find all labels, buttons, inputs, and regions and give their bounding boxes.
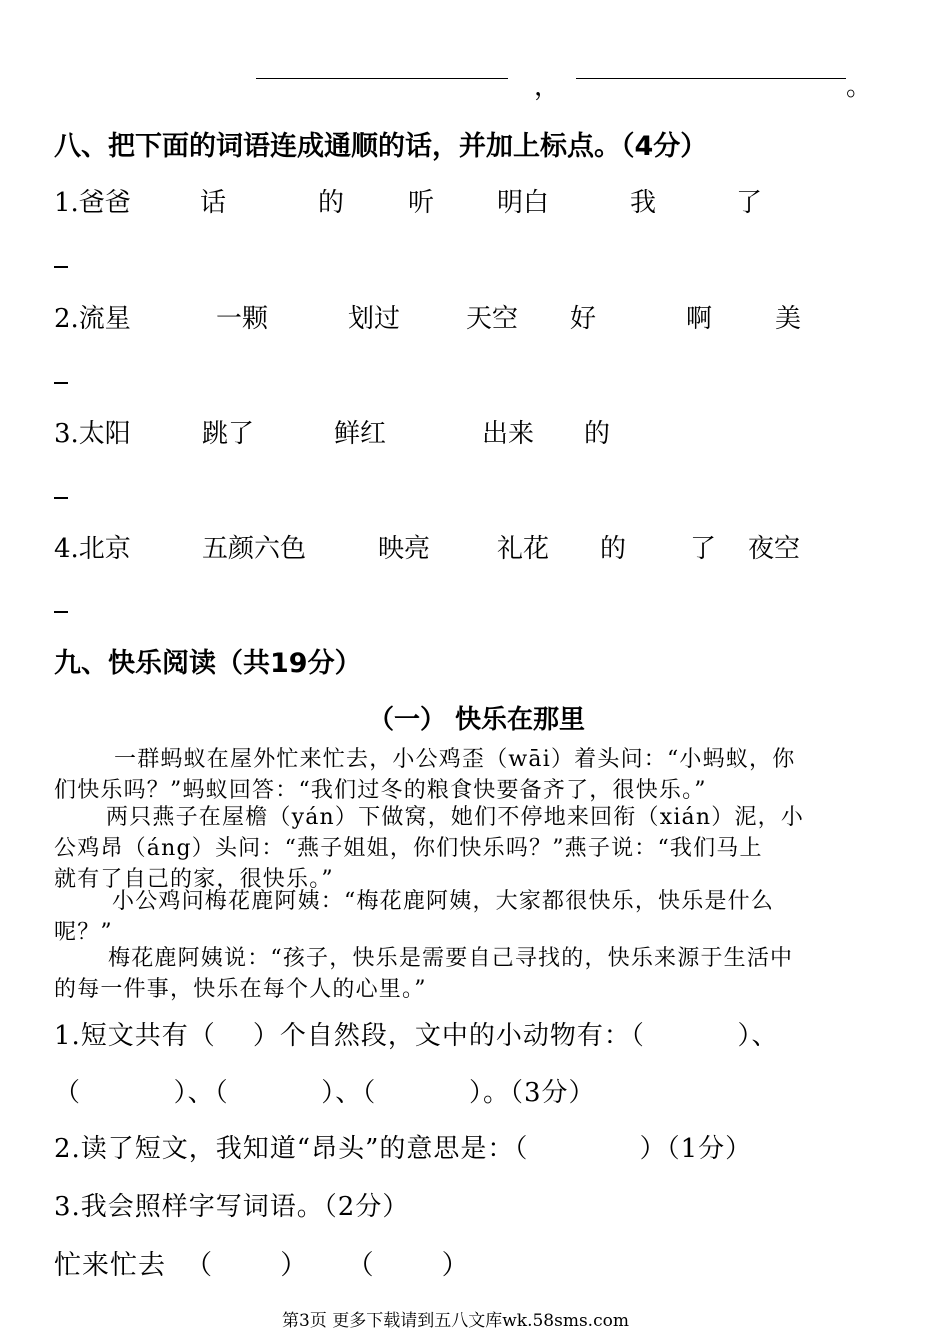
text-line: 公鸡昂（áng）头问：“燕子姐姐，你们快乐吗？”燕子说：“我们马上	[54, 836, 763, 861]
section9-title: 九、快乐阅读（共19分）	[54, 648, 362, 679]
passage-title: （一） 快乐在那里	[368, 705, 586, 735]
paragraph-4	[54, 943, 896, 1005]
answer-dash-4	[54, 611, 68, 613]
word: 一颗	[216, 304, 269, 334]
word: 了	[736, 188, 763, 218]
paragraph-3	[54, 886, 896, 948]
word: 五颜六色	[202, 534, 307, 564]
text-line: 两只燕子在屋檐（yán）下做窝，她们不停地来回衔（xián）泥，小	[106, 805, 805, 830]
paragraph-1	[54, 744, 896, 806]
word: 了	[690, 534, 717, 564]
question-3: 3.我会照样字写词语。（2分）	[54, 1192, 410, 1222]
word: 映亮	[378, 534, 431, 564]
text-line: 就有了自己的家，很快乐。”	[54, 867, 334, 892]
word: 划过	[348, 304, 401, 334]
word: 鲜红	[334, 419, 387, 449]
question-1-continued: （ ）、（ ）、（ ）。（3分）	[54, 1078, 596, 1108]
word: 2.流星	[54, 304, 131, 334]
word: 美	[775, 304, 802, 334]
word: 出来	[482, 419, 535, 449]
answer-dash-2	[54, 382, 68, 384]
text-line: 小公鸡问梅花鹿阿姨：“梅花鹿阿姨，大家都很快乐，快乐是什么	[112, 889, 775, 914]
comma: ，	[534, 72, 562, 102]
answer-dash-1	[54, 266, 68, 268]
word: 的	[318, 188, 345, 218]
word: 礼花	[497, 534, 550, 564]
word: 天空	[466, 304, 519, 334]
answer-dash-3	[54, 497, 68, 499]
word: 话	[200, 188, 227, 218]
word: 的	[584, 419, 611, 449]
text-line: 的每一件事，快乐在每个人的心里。”	[54, 977, 427, 1002]
word: 的	[600, 534, 627, 564]
section8-title: 八、把下面的词语连成通顺的话，并加上标点。（4分）	[54, 131, 708, 162]
period: 。	[846, 72, 874, 102]
word: 4.北京	[54, 534, 131, 564]
word: 好	[570, 304, 597, 334]
page-footer: 第3页 更多下载请到五八文库wk.58sms.com	[282, 1311, 629, 1331]
text-line: 一群蚂蚁在屋外忙来忙去，小公鸡歪（wāi）着头问：“小蚂蚁，你	[114, 747, 796, 772]
answer-blank-1	[256, 78, 508, 79]
word: 跳了	[202, 419, 255, 449]
text-line: 梅花鹿阿姨说：“孩子，快乐是需要自己寻找的，快乐来源于生活中	[108, 946, 794, 971]
word: 我	[630, 188, 657, 218]
answer-blank-2	[576, 78, 846, 79]
word: 啊	[686, 304, 713, 334]
question-1: 1.短文共有（ ）个自然段，文中的小动物有：（ ）、	[54, 1021, 779, 1051]
question-2: 2.读了短文，我知道“昂头”的意思是：（ ）（1分）	[54, 1134, 753, 1164]
paragraph-2	[54, 802, 896, 895]
word: 明白	[497, 188, 550, 218]
word: 夜空	[748, 534, 801, 564]
word: 3.太阳	[54, 419, 131, 449]
word: 1.爸爸	[54, 188, 131, 218]
text-line: 们快乐吗？”蚂蚁回答：“我们过冬的粮食快要备齐了，很快乐。”	[54, 778, 707, 803]
text-line: 呢？”	[54, 920, 113, 945]
example-line: 忙来忙去 （ ） （ ）	[54, 1250, 470, 1281]
word: 听	[408, 188, 435, 218]
